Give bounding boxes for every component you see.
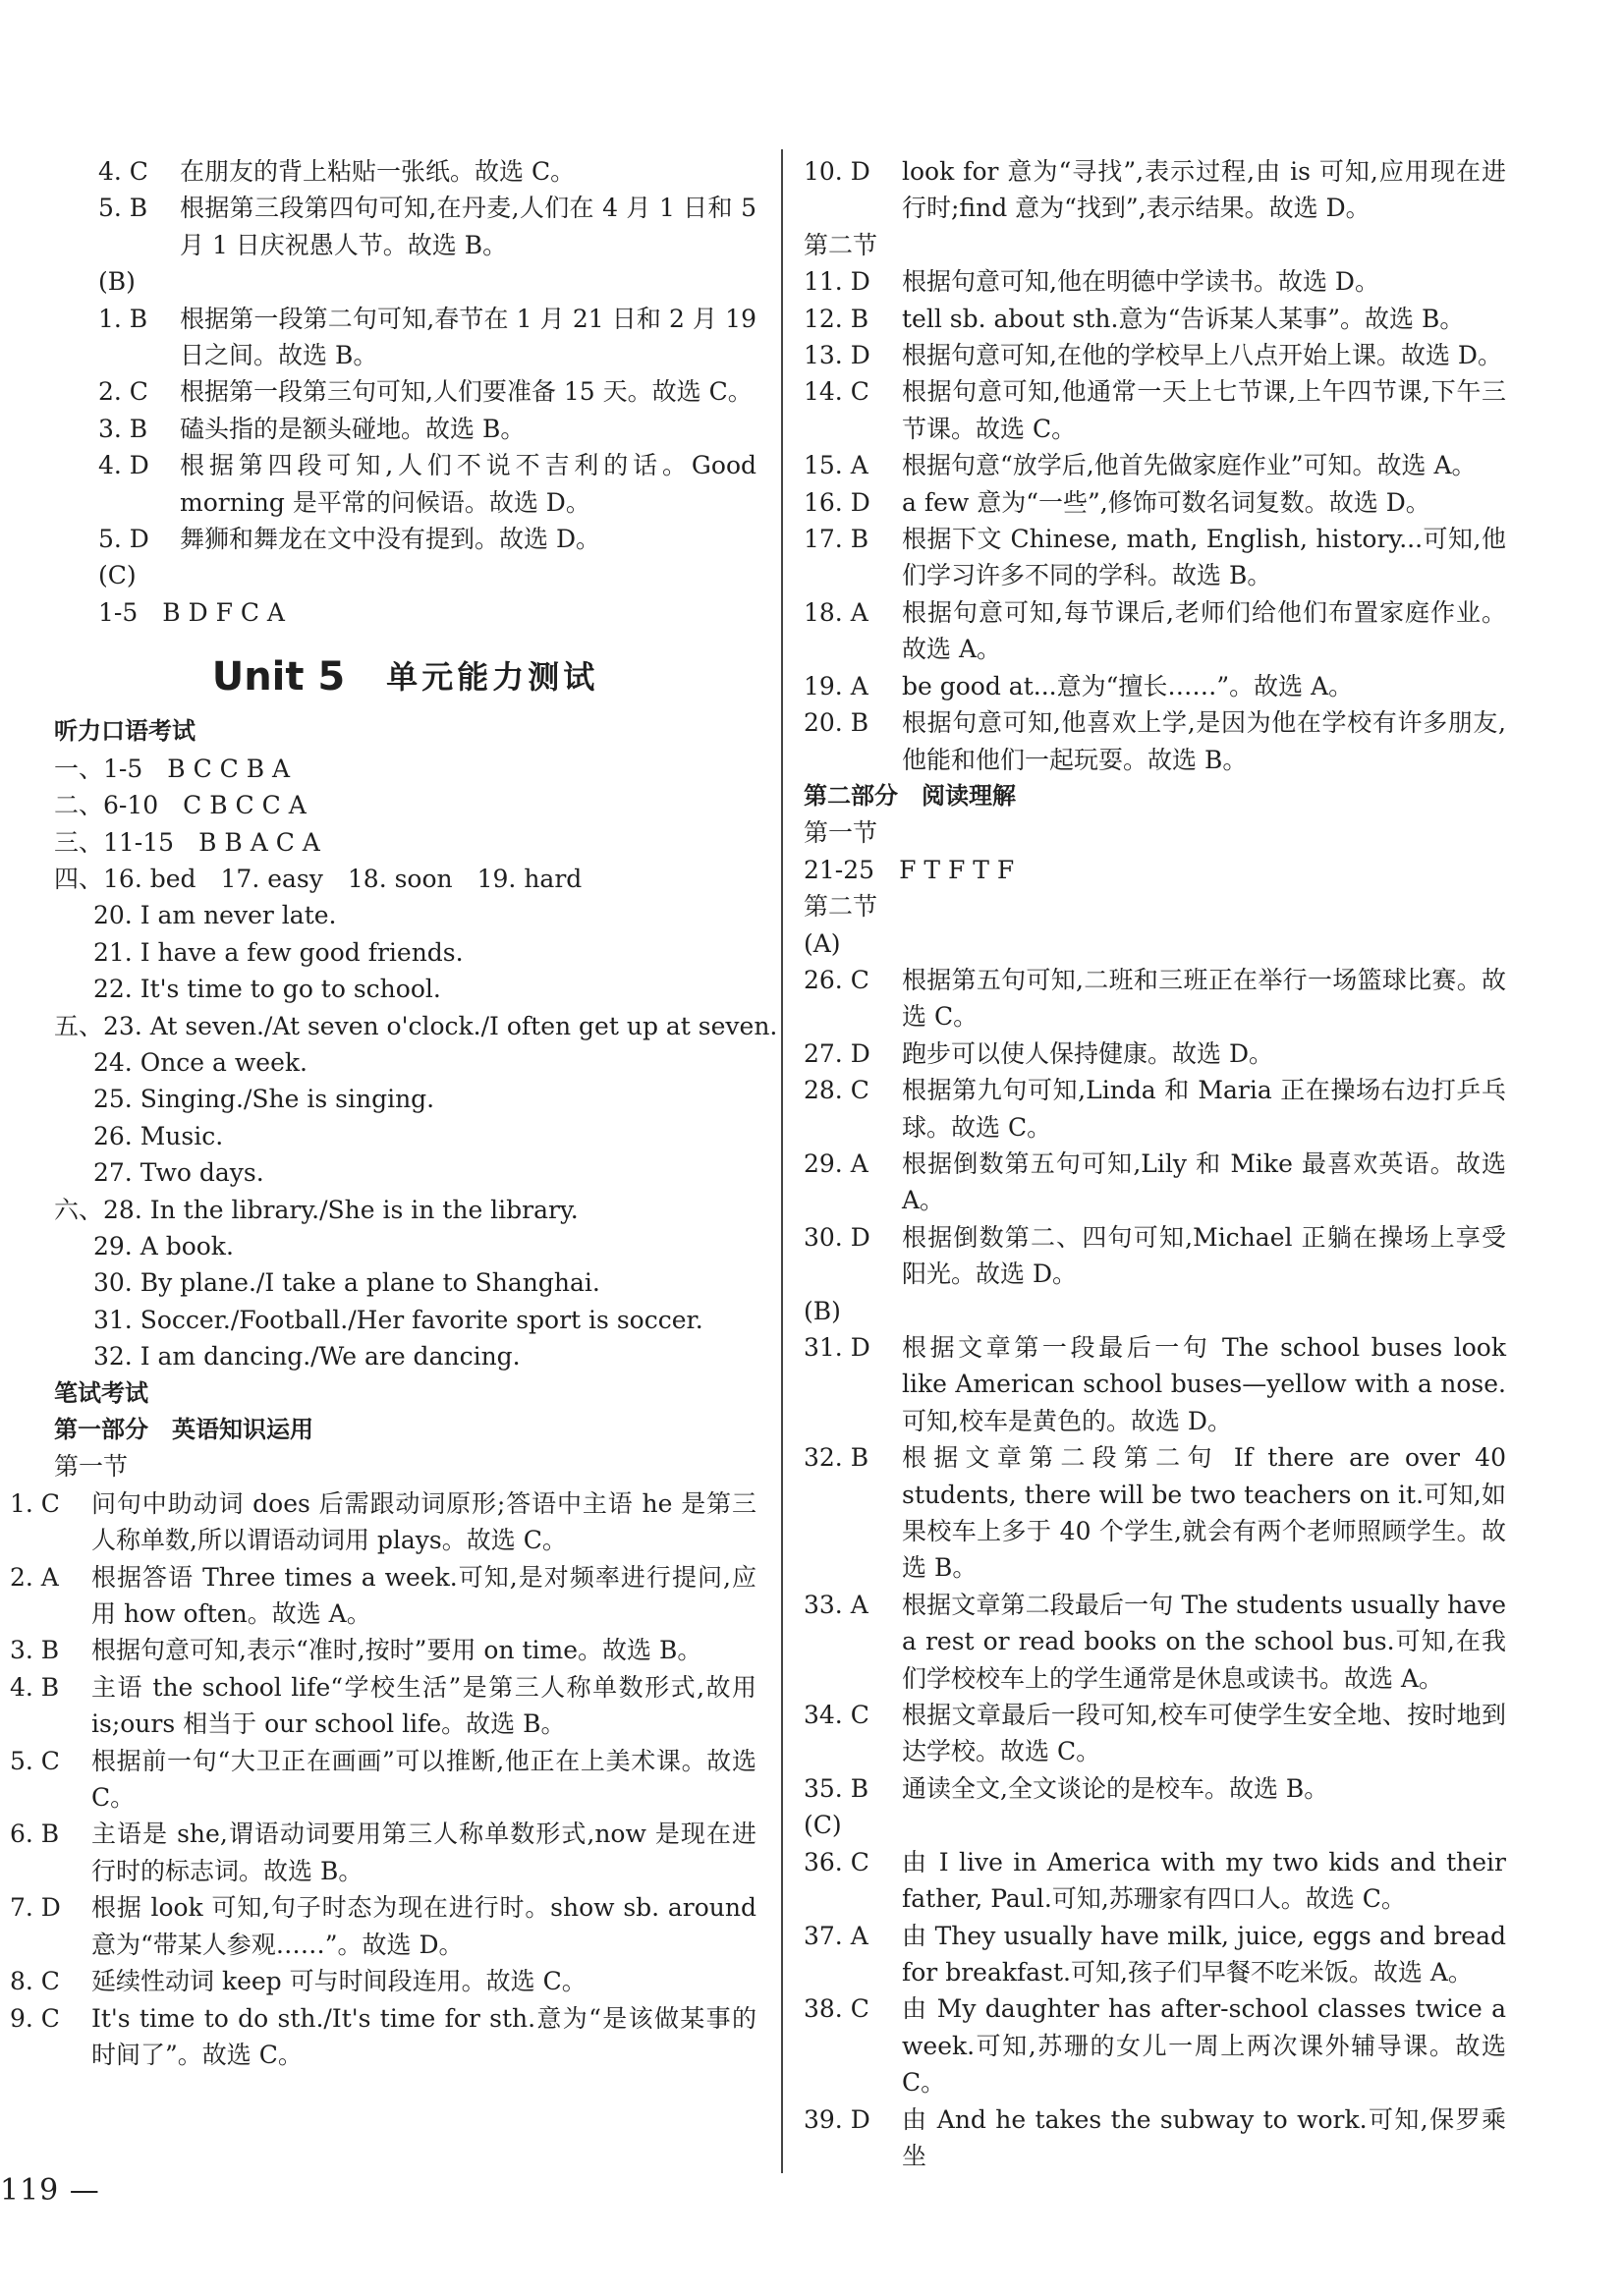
answer-explanation: 主语是 she,谓语动词要用第三人称单数形式,now 是现在进行时的标志词。故选 B。	[91, 1820, 756, 1885]
answer-row	[804, 1146, 1506, 1219]
answer-explanation: 根据句意可知,表示“准时,按时”要用 on time。故选 B。	[91, 1636, 702, 1665]
answer-number: 34. C	[804, 1701, 869, 1730]
section-five-answers: 23. At seven./At seven o'clock./I often get up at seven.	[103, 1011, 778, 1040]
passage-b-label: (B)	[804, 1296, 841, 1325]
answer-number: 2. C	[98, 377, 148, 407]
section-five-first	[54, 1008, 778, 1044]
answer-explanation: be good at...意为“擅长……”。故选 A。	[902, 671, 1354, 700]
answer-number: 17. B	[804, 525, 869, 554]
answer-number: 14. C	[804, 377, 869, 407]
answer-number: 32. B	[804, 1443, 869, 1473]
part-one-answers	[10, 1485, 756, 2074]
section-four-rest	[54, 897, 756, 1007]
answer-row	[804, 594, 1506, 668]
answer-line: 30. By plane./I take a plane to Shanghai.	[93, 1268, 600, 1298]
part-b-answers	[54, 301, 756, 558]
item-ten	[804, 153, 1506, 227]
section-four-answers: 16. bed 17. easy 18. soon 19. hard	[103, 864, 583, 893]
answer-explanation: 根据 look 可知,句子时态为现在进行时。show sb. around 意为“带某人参观……”。故选 D。	[91, 1893, 756, 1959]
answer-explanation: It's time to do sth./It's time for sth.意为“是该做某事的时间了”。故选 C。	[91, 2003, 756, 2069]
answer-explanation: 根据第五句可知,二班和三班正在举行一场篮球比赛。故选 C。	[902, 965, 1506, 1032]
answer-line: 24. Once a week.	[93, 1047, 308, 1077]
answer-row	[804, 337, 1506, 373]
answer-explanation: 根据第一段第三句可知,人们要准备 15 天。故选 C。	[180, 377, 753, 407]
answer-row	[54, 411, 756, 447]
answer-explanation: 根据文章第一段最后一句 The school buses look like American school buses—yellow with a nose.可知,校车是黄色的。故选 D。	[902, 1333, 1506, 1435]
answer-number: 5. C	[10, 1746, 60, 1775]
answer-explanation: look for 意为“寻找”,表示过程,由 is 可知,应用现在进行时;find 意为“找到”,表示结果。故选 D。	[902, 157, 1506, 223]
answer-number: 30. D	[804, 1222, 870, 1252]
section-six-label: 六、	[54, 1195, 104, 1224]
answer-row	[804, 668, 1506, 704]
answer-explanation: 根据前一句“大卫正在画画”可以推断,他正在上美术课。故选 C。	[91, 1746, 756, 1813]
answer-line: 29. A book.	[93, 1231, 234, 1260]
section-five-label: 五、	[54, 1011, 104, 1040]
answer-number: 4. D	[98, 451, 149, 480]
answer-row	[804, 1329, 1506, 1439]
answer-explanation: 根据答语 Three times a week.可知,是对频率进行提问,应用 how often。故选 A。	[91, 1562, 756, 1629]
answer-row	[804, 153, 1506, 227]
answer-explanation: 问句中助动词 does 后需跟动词原形;答语中主语 he 是第三人称单数,所以谓语动词用 plays。故选 C。	[91, 1488, 756, 1555]
answer-number: 36. C	[804, 1847, 869, 1876]
unit-title: Unit 5	[211, 653, 346, 700]
answer-row	[804, 1990, 1506, 2100]
passage-a-label: (A)	[804, 928, 841, 958]
answer-explanation: 由 They usually have milk, juice, eggs and bread for breakfast.可知,孩子们早餐不吃米饭。故选 A。	[902, 1921, 1506, 1987]
answer-number: 33. A	[804, 1590, 868, 1619]
answer-number: 12. B	[804, 304, 869, 333]
part-one-header: 第一部分 英语知识运用	[54, 1416, 313, 1443]
passage-c-answers	[804, 1844, 1506, 2175]
answer-number: 38. C	[804, 1994, 869, 2024]
answer-number: 2. A	[10, 1562, 59, 1592]
answer-line: 21. I have a few good friends.	[93, 937, 464, 967]
answer-row	[10, 1669, 756, 1743]
answer-row	[804, 1219, 1506, 1293]
passage-a-answers	[804, 962, 1506, 1293]
answer-explanation: 根据句意可知,他在明德中学读书。故选 D。	[902, 267, 1379, 297]
answer-row	[804, 521, 1506, 594]
unit-heading	[54, 631, 756, 713]
answer-number: 10. D	[804, 157, 870, 186]
answer-number: 1. C	[10, 1488, 60, 1518]
answer-row	[804, 301, 1506, 337]
answer-number: 3. B	[98, 414, 148, 443]
answer-number: 29. A	[804, 1148, 868, 1178]
answer-number: 11. D	[804, 267, 870, 297]
answer-line: 31. Soccer./Football./Her favorite sport is soccer.	[93, 1305, 703, 1334]
answer-row	[54, 373, 756, 410]
answer-explanation: 根据第四段可知,人们不说不吉利的话。Good morning 是平常的问候语。故选 D。	[180, 451, 756, 517]
section-four-label: 四、	[54, 864, 104, 893]
answer-line: 20. I am never late.	[93, 901, 337, 930]
answer-number: 7. D	[10, 1893, 61, 1923]
answer-number: 26. C	[804, 965, 869, 994]
answer-explanation: 根据句意可知,他通常一天上七节课,上午四节课,下午三节课。故选 C。	[902, 377, 1506, 443]
answer-explanation: 根据句意可知,每节课后,老师们给他们布置家庭作业。故选 A。	[902, 597, 1506, 664]
section-one-label: 第一节	[54, 1452, 129, 1482]
answer-row	[804, 1844, 1506, 1918]
answer-number: 15. A	[804, 451, 868, 480]
answer-row	[10, 1963, 756, 1999]
answer-explanation: 根据句意可知,在他的学校早上八点开始上课。故选 D。	[902, 341, 1502, 370]
answer-row	[10, 1485, 756, 1559]
items-eleven-to-twenty	[804, 263, 1506, 778]
answer-explanation: 在朋友的背上粘贴一张纸。故选 C。	[180, 157, 576, 186]
answer-explanation: 根据文章最后一段可知,校车可使学生安全地、按时地到达学校。故选 C。	[902, 1701, 1506, 1766]
answer-row	[804, 484, 1506, 521]
answer-number: 39. D	[804, 2104, 870, 2134]
section-two-label: 第二节	[804, 230, 878, 259]
listening-header: 听力口语考试	[54, 717, 196, 746]
answer-row	[10, 2000, 756, 2074]
answer-explanation: 根据句意“放学后,他首先做家庭作业”可知。故选 A。	[902, 451, 1477, 480]
answer-explanation: 由 And he takes the subway to work.可知,保罗乘坐	[902, 2104, 1506, 2170]
answer-row	[804, 962, 1506, 1036]
answer-line: 22. It's time to go to school.	[93, 975, 441, 1004]
answer-line: 32. I am dancing./We are dancing.	[93, 1342, 521, 1372]
passage-b-answers	[804, 1329, 1506, 1807]
answer-explanation: 通读全文,全文谈论的是校车。故选 B。	[902, 1773, 1329, 1803]
part-two-header: 第二部分 阅读理解	[804, 781, 1016, 810]
listening-line-2: 二、6-10 C B C C A	[54, 791, 307, 820]
answer-line: 27. Two days.	[93, 1158, 264, 1188]
right-column	[804, 153, 1506, 2174]
answer-line: 25. Singing./She is singing.	[93, 1085, 435, 1114]
answer-row	[54, 153, 756, 190]
part-c-answer: 1-5 B D F C A	[98, 597, 285, 627]
section-six-first	[54, 1192, 756, 1228]
answer-explanation: 舞狮和舞龙在文中没有提到。故选 D。	[180, 525, 600, 554]
written-header: 笔试考试	[54, 1378, 148, 1407]
listening-line-1: 一、1-5 B C C B A	[54, 754, 291, 783]
answer-explanation: 根据文章第二段最后一句 The students usually have a rest or read books on the school bus.可知,在我们学校校车上的学生通常是休息或读书。故选 A。	[902, 1590, 1506, 1693]
answer-number: 28. C	[804, 1076, 869, 1105]
answer-row	[54, 521, 756, 557]
answer-number: 9. C	[10, 2003, 60, 2033]
answer-number: 8. C	[10, 1967, 60, 1996]
section-six-rest	[54, 1228, 756, 1375]
answer-number: 4. B	[10, 1672, 60, 1702]
part-c-label: (C)	[98, 561, 137, 590]
answer-row	[804, 373, 1506, 447]
answer-row	[804, 1587, 1506, 1697]
answer-number: 5. B	[98, 194, 148, 223]
answer-number: 35. B	[804, 1773, 869, 1803]
answer-row	[54, 190, 756, 263]
reading-b-continued	[54, 153, 756, 263]
answer-explanation: 根据句意可知,他喜欢上学,是因为他在学校有许多朋友,他能和他们一起玩耍。故选 B。	[902, 708, 1506, 774]
section-five-rest	[54, 1044, 756, 1192]
answer-row	[10, 1816, 756, 1889]
answer-explanation: 磕头指的是额头碰地。故选 B。	[180, 414, 526, 443]
answer-row	[54, 301, 756, 374]
answer-row	[10, 1889, 756, 1963]
answer-number: 31. D	[804, 1333, 870, 1362]
answer-row	[10, 1743, 756, 1817]
answer-explanation: 由 My daughter has after-school classes twice a week.可知,苏珊的女儿一周上两次课外辅导课。故选 C。	[902, 1994, 1506, 2098]
answer-row	[804, 1439, 1506, 1587]
answer-number: 20. B	[804, 708, 869, 738]
answer-row	[54, 447, 756, 521]
answer-row	[804, 1072, 1506, 1146]
answer-explanation: 由 I live in America with my two kids and their father, Paul.可知,苏珊家有四口人。故选 C。	[902, 1847, 1506, 1914]
answer-explanation: 根据下文 Chinese, math, English, history...可知,他们学习许多不同的学科。故选 B。	[902, 525, 1506, 590]
answer-explanation: 延续性动词 keep 可与时间段连用。故选 C。	[91, 1967, 587, 1996]
answer-row	[804, 1770, 1506, 1807]
section-four-first	[54, 861, 756, 897]
answer-number: 16. D	[804, 487, 870, 517]
answer-number: 18. A	[804, 597, 868, 627]
answer-number: 13. D	[804, 341, 870, 370]
answer-explanation: 主语 the school life“学校生活”是第三人称单数形式,故用 is;ours 相当于 our school life。故选 B。	[91, 1672, 756, 1739]
answer-explanation: 根据倒数第五句可知,Lily 和 Mike 最喜欢英语。故选 A。	[902, 1148, 1506, 1215]
answer-row	[804, 1036, 1506, 1072]
true-false-answer: 21-25 F T F T F	[804, 855, 1015, 884]
answer-explanation: 跑步可以使人保持健康。故选 D。	[902, 1038, 1273, 1068]
answer-row	[10, 1632, 756, 1668]
answer-number: 3. B	[10, 1636, 60, 1665]
answer-number: 5. D	[98, 525, 149, 554]
answer-row	[804, 704, 1506, 778]
answer-row	[804, 447, 1506, 483]
answer-number: 1. B	[98, 304, 148, 333]
listening-line-3: 三、11-15 B B A C A	[54, 827, 320, 857]
page-number: 119 —	[0, 2173, 100, 2208]
answer-explanation: a few 意为“一些”,修饰可数名词复数。故选 D。	[902, 487, 1430, 517]
answer-line: 26. Music.	[93, 1121, 224, 1150]
answer-number: 19. A	[804, 671, 868, 700]
answer-explanation: 根据第九句可知,Linda 和 Maria 正在操场右边打乒乓球。故选 C。	[902, 1076, 1506, 1142]
answer-number: 37. A	[804, 1921, 868, 1950]
answer-row	[804, 1697, 1506, 1770]
answer-number: 27. D	[804, 1038, 870, 1068]
unit-subtitle: 单元能力测试	[386, 657, 599, 696]
answer-row	[804, 2101, 1506, 2175]
passage-c-label: (C)	[804, 1811, 842, 1840]
answer-explanation: 根据第三段第四句可知,在丹麦,人们在 4 月 1 日和 5 月 1 日庆祝愚人节。故选 B。	[180, 194, 756, 259]
answer-row	[804, 1918, 1506, 1991]
part-b-label: (B)	[98, 267, 136, 297]
column-divider	[781, 149, 783, 2173]
reading-section-one-label: 第一节	[804, 818, 878, 848]
answer-row	[10, 1559, 756, 1633]
answer-explanation: 根据第一段第二句可知,春节在 1 月 21 日和 2 月 19 日之间。故选 B。	[180, 304, 756, 370]
reading-section-two-label: 第二节	[804, 892, 878, 922]
left-column	[10, 153, 778, 2073]
answer-explanation: 根据倒数第二、四句可知,Michael 正躺在操场上享受阳光。故选 D。	[902, 1222, 1506, 1289]
section-six-answers: 28. In the library./She is in the library.	[103, 1195, 579, 1224]
answer-number: 6. B	[10, 1820, 60, 1849]
answer-explanation: tell sb. about sth.意为“告诉某人某事”。故选 B。	[902, 304, 1465, 333]
answer-explanation: 根据文章第二段第二句 If there are over 40 students, there will be two teachers on it.可知,如果校车上多于 40 个学生,就会有两个老师照顾学生。故选 B。	[902, 1443, 1506, 1583]
answer-row	[804, 263, 1506, 300]
answer-number: 4. C	[98, 157, 148, 186]
